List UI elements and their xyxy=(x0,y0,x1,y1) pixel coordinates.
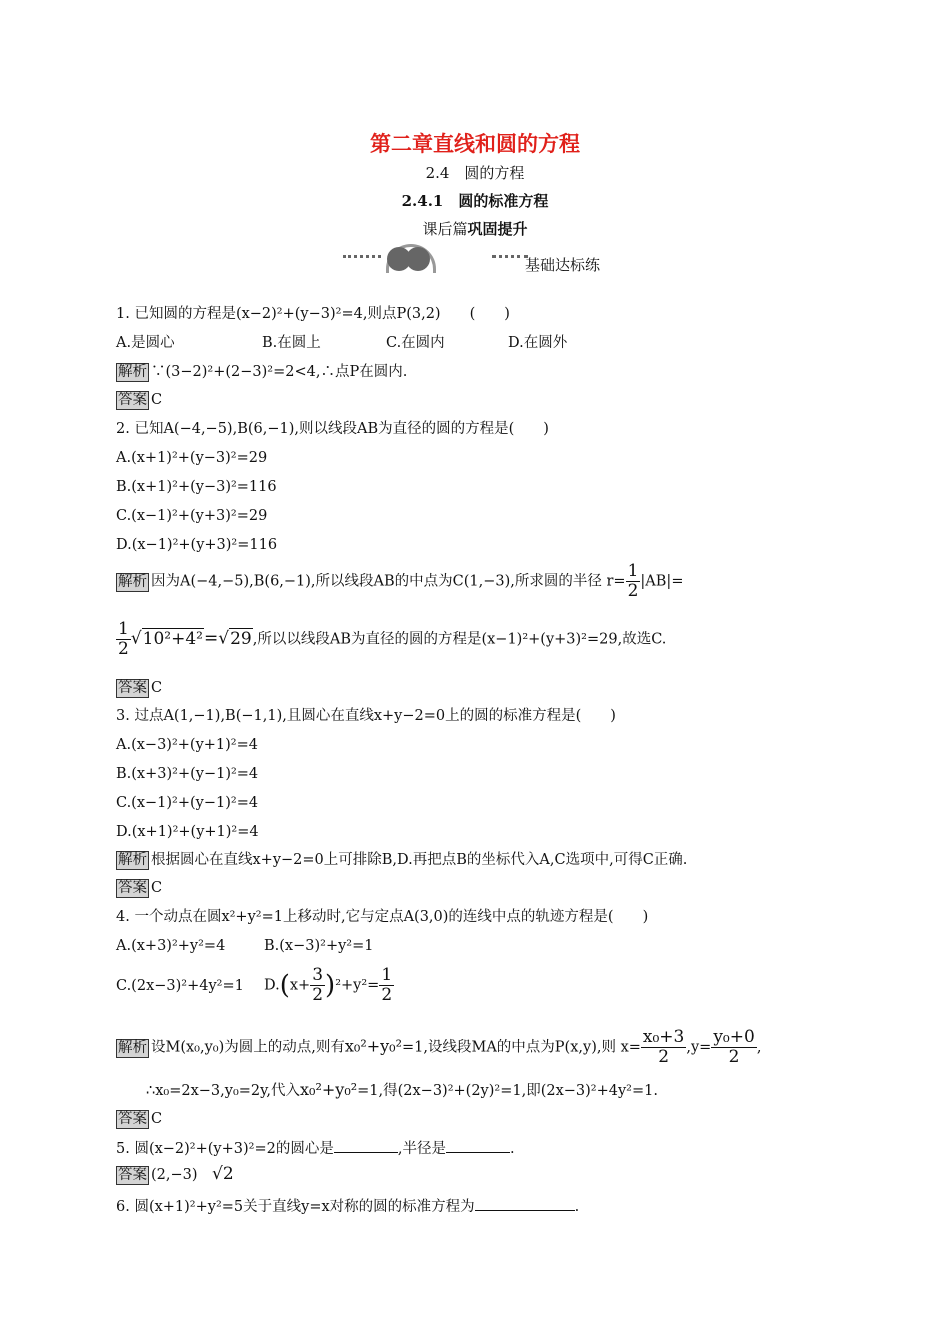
q2-option-a: A.(x+1)²+(y−3)²=29 xyxy=(116,450,268,466)
q2-analysis-tail2: ,所以以线段AB为直径的圆的方程是(x−1)²+(y+3)²=29,故选C. xyxy=(252,631,667,648)
part-title xyxy=(0,218,950,239)
q5-answer xyxy=(116,1164,234,1185)
q3-option-c: C.(x−1)²+(y−1)²=4 xyxy=(116,795,259,811)
q5-stem-a: 5. 圆(x−2)²+(y+3)²=2的圆心是 xyxy=(116,1141,334,1157)
q1-stem: 1. 已知圆的方程是(x−2)²+(y−3)²=4,则点P(3,2) ( ) xyxy=(116,306,510,322)
q3-option-a: A.(x−3)²+(y+1)²=4 xyxy=(116,737,258,753)
analysis-tag: 解析 xyxy=(118,852,147,868)
sqrt-radicand: 10²+4² xyxy=(142,628,203,649)
q4-options-ab xyxy=(116,936,373,956)
q3-stem: 3. 过点A(1,−1),B(−1,1),且圆心在直线x+y−2=0上的圆的标准方程是( ) xyxy=(116,708,616,724)
q2-analysis-line1 xyxy=(116,562,683,601)
q4-answer xyxy=(116,1109,162,1129)
fraction-numerator: 1 xyxy=(627,561,639,581)
analysis-tag: 解析 xyxy=(118,364,147,380)
q2-option-d: D.(x−1)²+(y+3)²=116 xyxy=(116,537,278,553)
q4-option-d-mid: ²+y²= xyxy=(335,977,380,994)
fraction-denominator: 2 xyxy=(312,985,324,1005)
q2-sqrt-result: √29 xyxy=(218,628,252,649)
fraction-denominator: 2 xyxy=(118,639,129,659)
q2-answer xyxy=(116,678,162,698)
q4-option-d-fraction xyxy=(310,966,325,1005)
q5-blank-center xyxy=(334,1138,398,1153)
q4-option-c: C.(2x−3)²+4y²=1 xyxy=(116,977,244,994)
q4-option-d-rhs-fraction xyxy=(379,966,394,1005)
q1-answer xyxy=(116,390,162,410)
q4-option-d-inner: x+ xyxy=(289,977,311,994)
q2-stem: 2. 已知A(−4,−5),B(6,−1),则以线段AB为直径的圆的方程是( ) xyxy=(116,421,549,437)
fraction-denominator: 2 xyxy=(627,581,639,601)
q4-analysis2-a: ∴x₀=2x−3,y₀=2y,代入 xyxy=(146,1083,301,1099)
q1-answer-text: C xyxy=(151,392,163,408)
answer-tag: 答案 xyxy=(118,392,147,408)
q2-option-b: B.(x+1)²+(y−3)²=116 xyxy=(116,479,277,495)
q4-analysis2-c: =1,得(2x−3)²+(2y)²=1,即(2x−3)²+4y²=1. xyxy=(357,1083,658,1099)
q4-analysis-b: x₀²+y₀² xyxy=(344,1036,402,1056)
sqrt-radicand: 29 xyxy=(230,628,252,649)
q1-option-a: A.是圆心 xyxy=(116,335,175,351)
q4-analysis-line1 xyxy=(116,1028,761,1067)
chapter-title: 第二章直线和圆的方程 xyxy=(370,132,580,156)
q1-option-d: D.在圆外 xyxy=(508,335,568,351)
q1-options xyxy=(116,333,567,353)
q2-analysis-line2 xyxy=(116,620,666,659)
q4-option-d-prefix: D. xyxy=(264,977,280,994)
banner-dots-right xyxy=(492,255,528,258)
fraction-denominator: 2 xyxy=(381,985,393,1005)
fraction-numerator: x₀+3 xyxy=(642,1027,685,1047)
q4-analysis-c: =1,设线段MA的中点为P(x,y),则 x= xyxy=(402,1039,641,1056)
banner-circle-icon xyxy=(406,247,430,271)
q4-option-b: B.(x−3)²+y²=1 xyxy=(264,938,374,954)
q4-option-a: A.(x+3)²+y²=4 xyxy=(116,938,226,954)
q4-analysis-e: , xyxy=(756,1039,762,1056)
answer-tag: 答案 xyxy=(118,880,147,896)
fraction-denominator: 2 xyxy=(728,1047,740,1067)
answer-tag: 答案 xyxy=(118,1111,147,1127)
analysis-tag: 解析 xyxy=(118,1039,147,1056)
q4-answer-text: C xyxy=(151,1111,163,1127)
q3-analysis-text: 根据圆心在直线x+y−2=0上可排除B,D.再把点B的坐标代入A,C选项中,可得C正确. xyxy=(151,852,688,868)
q4-analysis-line2 xyxy=(146,1080,658,1101)
q3-analysis xyxy=(116,850,687,870)
q2-sqrt-expression: √10²+4² xyxy=(130,628,203,649)
q6-stem-b: . xyxy=(574,1199,580,1215)
q2-analysis-text: 因为A(−4,−5),B(6,−1),所以线段AB的中点为C(1,−3),所求圆的半径 r= xyxy=(151,573,626,590)
q6-stem-a: 6. 圆(x+1)²+y²=5关于直线y=x对称的圆的标准方程为 xyxy=(116,1199,475,1215)
q4-analysis-a: 设M(x₀,y₀)为圆上的动点,则有 xyxy=(151,1039,345,1056)
q2-half-fraction xyxy=(116,620,131,659)
answer-tag: 答案 xyxy=(118,680,147,696)
q3-answer xyxy=(116,878,162,898)
fraction-numerator: 1 xyxy=(118,619,129,639)
q4-stem: 4. 一个动点在圆x²+y²=1上移动时,它与定点A(3,0)的连线中点的轨迹方程是( ) xyxy=(116,909,649,925)
q1-option-c: C.在圆内 xyxy=(386,335,445,351)
banner-label: 基础达标练 xyxy=(525,256,601,274)
subsection-title: 2.4.1 圆的标准方程 xyxy=(401,192,549,210)
part-prefix: 课后篇 xyxy=(422,220,468,238)
q4-analysis2-b: x₀²+y₀² xyxy=(300,1080,358,1099)
section-title: 2.4 圆的方程 xyxy=(425,164,525,182)
fraction-numerator: 3 xyxy=(312,965,324,985)
q3-answer-text: C xyxy=(151,880,163,896)
section-banner xyxy=(340,243,640,273)
q5-stem xyxy=(116,1138,515,1159)
q1-analysis-text: ∵(3−2)²+(2−3)²=2<4,∴点P在圆内. xyxy=(151,364,408,380)
left-paren: ( xyxy=(279,970,290,1001)
q5-answer-a: (2,−3) xyxy=(151,1167,198,1183)
analysis-tag: 解析 xyxy=(118,573,147,590)
fraction-denominator: 2 xyxy=(658,1047,670,1067)
q5-stem-c: . xyxy=(509,1141,515,1157)
q5-stem-b: ,半径是 xyxy=(397,1141,446,1157)
q4-analysis-d: ,y= xyxy=(686,1039,712,1056)
q3-option-b: B.(x+3)²+(y−1)²=4 xyxy=(116,766,259,782)
equals-sign: = xyxy=(204,628,219,649)
q6-stem xyxy=(116,1196,579,1217)
q2-half-fraction xyxy=(626,562,641,601)
q5-answer-b: √2 xyxy=(212,1164,234,1184)
fraction-numerator: 1 xyxy=(381,965,393,985)
q4-options-cd xyxy=(116,966,394,1005)
q2-option-c: C.(x−1)²+(y+3)²=29 xyxy=(116,508,268,524)
q2-answer-text: C xyxy=(151,680,163,696)
part-bold: 巩固提升 xyxy=(467,220,528,238)
q2-analysis-tail: |AB|= xyxy=(640,573,684,590)
q1-option-b: B.在圆上 xyxy=(262,335,321,351)
fraction-numerator: y₀+0 xyxy=(713,1027,755,1047)
q3-option-d: D.(x+1)²+(y+1)²=4 xyxy=(116,824,259,840)
answer-tag: 答案 xyxy=(118,1167,147,1183)
q5-blank-radius xyxy=(446,1138,510,1153)
right-paren: ) xyxy=(325,970,336,1001)
q4-x-fraction xyxy=(641,1028,686,1067)
q4-y-fraction xyxy=(711,1028,756,1067)
q6-blank xyxy=(475,1196,575,1211)
q1-analysis xyxy=(116,362,407,382)
banner-dots-left xyxy=(343,255,381,258)
